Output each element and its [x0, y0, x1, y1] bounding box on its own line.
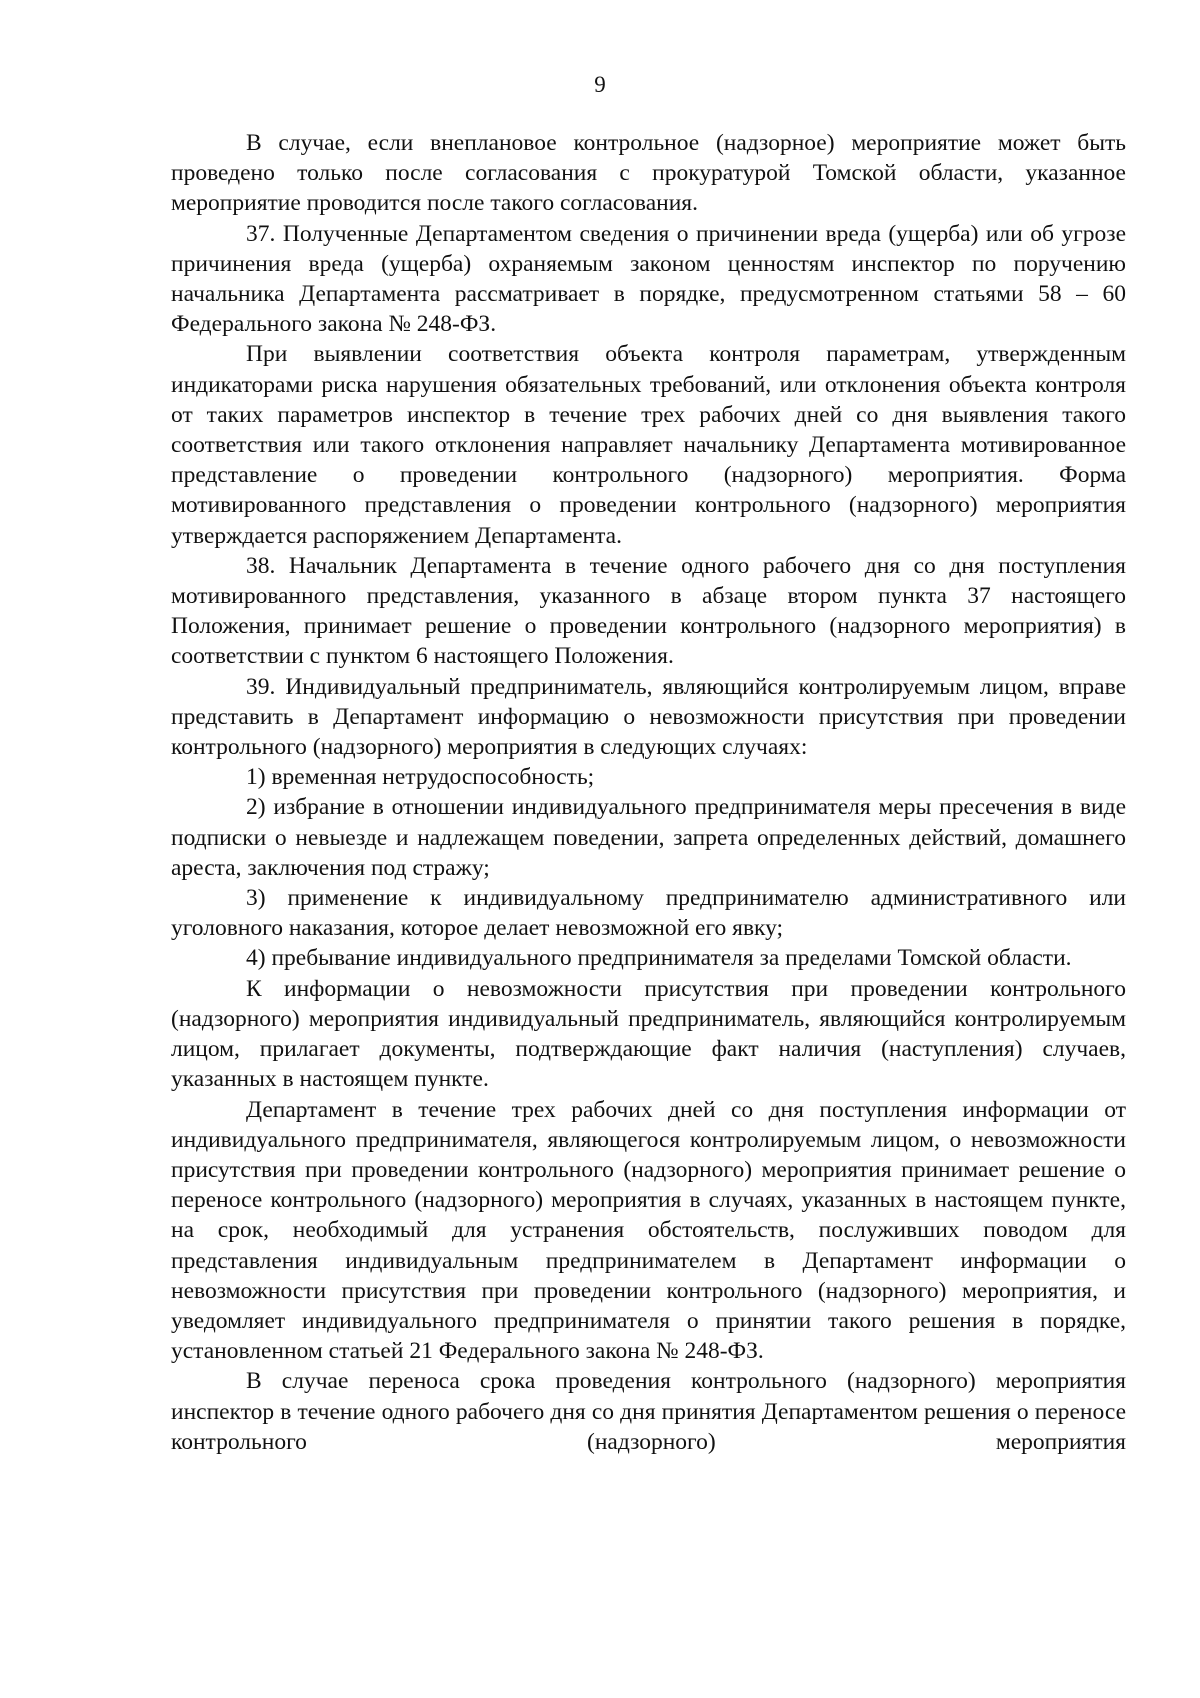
paragraph-documents: К информации о невозможности присутствия при проведении контрольного (надзорного) мероприятия индивидуальный предприниматель, являющийся контролируемым лицом, прилагает документы, подтверждающие факт наличия (наступления) случаев, указанных в настоящем пункте. — [171, 975, 1126, 1093]
paragraph-item-37: 37. Полученные Департаментом сведения о причинении вреда (ущерба) или об угрозе причинения вреда (ущерба) охраняемым законом ценностям инспектор по поручению начальника Департамента рассматривает в порядке, предусмотренном статьями 58 – 60 Федерального закона № 248-ФЗ. — [171, 220, 1126, 338]
paragraph-item-38: 38. Начальник Департамента в течение одного рабочего дня со дня поступления мотивированного представления, указанного в абзаце втором пункта 37 настоящего Положения, принимает решение о проведении контрольного (надзорного мероприятия) в соответствии с пунктом 6 настоящего Положения. — [171, 552, 1126, 670]
list-item-3: 3) применение к индивидуальному предпринимателю административного или уголовного наказания, которое делает невозможной его явку; — [171, 885, 1126, 942]
document-body — [171, 128, 1126, 1457]
list-item-2: 2) избрание в отношении индивидуального предпринимателя меры пресечения в виде подписки о невыезде и надлежащем поведении, запрета определенных действий, домашнего ареста, заключения под стражу; — [171, 794, 1126, 881]
paragraph-postponement-case: В случае переноса срока проведения контрольного (надзорного) мероприятия инспектор в течение одного рабочего дня со дня принятия Департаментом решения о переносе контрольного (надзорного) мероприятия — [171, 1368, 1126, 1455]
paragraph-item-39: 39. Индивидуальный предприниматель, являющийся контролируемым лицом, вправе представить в Департамент информацию о невозможности присутствия при проведении контрольного (надзорного) мероприятия в следующих случаях: — [171, 673, 1126, 761]
list-item-4: 4) пребывание индивидуального предпринимателя за пределами Томской области. — [246, 945, 1072, 972]
paragraph-consent-prosecutor: В случае, если внеплановое контрольное (надзорное) мероприятие может быть проведено только после согласования с прокуратурой Томской области, указанное мероприятие проводится после такого согласования. — [171, 130, 1126, 217]
paragraph-risk-indicators: При выявлении соответствия объекта контроля параметрам, утвержденным индикаторами риска нарушения обязательных требований, или отклонения объекта контроля от таких параметров инспектор в течение трех рабочих дней со дня выявления такого соответствия или такого отклонения направляет начальнику Департамента мотивированное представление о проведении контрольного (надзорного) мероприятия. Форма мотивированного представления о проведении контрольного (надзорного) мероприятия утверждается распоряжением Департамента. — [171, 341, 1126, 549]
list-item-1: 1) временная нетрудоспособность; — [246, 764, 595, 791]
page-number: 9 — [594, 72, 606, 97]
paragraph-postponement-decision: Департамент в течение трех рабочих дней со дня поступления информации от индивидуального предпринимателя, являющегося контролируемым лицом, о невозможности присутствия при проведении контрольного (надзорного) мероприятия принимает решение о переносе контрольного (надзорного) мероприятия в случаях, указанных в настоящем пункте, на срок, необходимый для устранения обстоятельств, послуживших поводом для представления индивидуальным предпринимателем в Департамент информации о невозможности присутствия при проведении контрольного (надзорного) мероприятия, и уведомляет индивидуального предпринимателя о принятии такого решения в порядке, установленном статьей 21 Федерального закона № 248-ФЗ. — [171, 1096, 1126, 1365]
